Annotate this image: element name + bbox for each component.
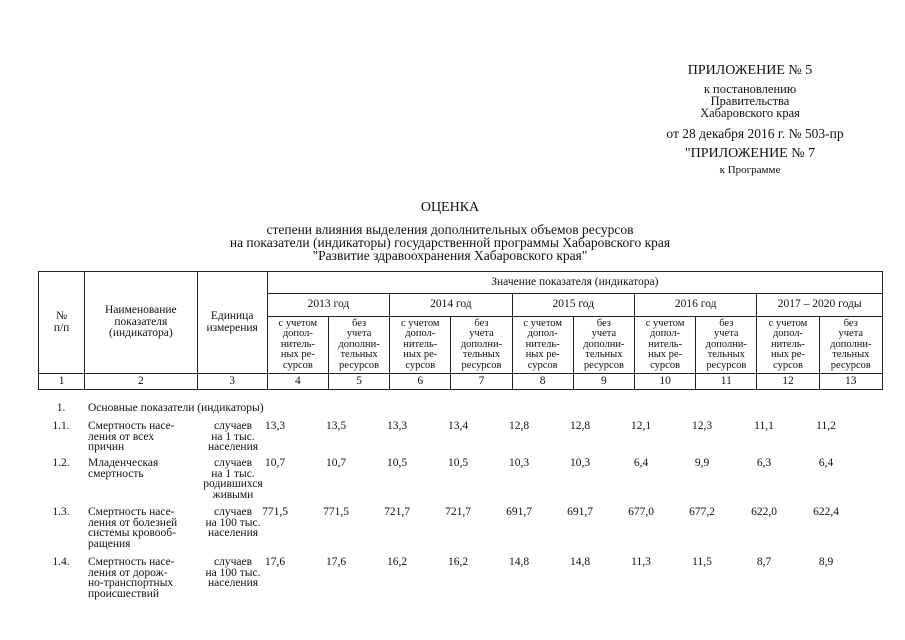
indicator-value: 12,1 [630,420,652,432]
region-text: Хабаровского края [700,106,800,120]
col-header-number: № п/п [39,272,85,374]
indicator-value: 771,5 [323,506,349,518]
sub-header-without-resources-4: без учета дополни- тельных ресурсов [819,317,882,374]
indicator-value: 17,6 [264,556,286,568]
column-number-6: 6 [390,374,451,390]
sub-header-without-resources-0: без учета дополни- тельных ресурсов [328,317,389,374]
indicator-name: Младенческая смертность [88,457,159,480]
section-number: 1. [56,402,66,414]
order-reference: от 28 декабря 2016 г. № 503-пр [666,126,844,141]
indicator-unit: случаев на 100 тыс. населения [205,506,261,540]
to-resolution-text: к постановлению [703,82,797,96]
indicator-table [38,271,883,390]
indicator-value: 10,3 [508,457,530,469]
document-subtitle-line-3: "Развитие здравоохранения Хабаровского края" [312,248,588,263]
indicator-value: 771,5 [262,506,288,518]
indicator-value: 12,3 [691,420,713,432]
indicator-value: 6,4 [633,457,649,469]
indicator-value: 6,3 [756,457,772,469]
col-header-unit: Единица измерения [197,272,267,374]
column-number-12: 12 [757,374,819,390]
indicator-value: 691,7 [506,506,532,518]
sub-header-with-resources-3: с учетом допол- нитель- ных ре- сурсов [634,317,695,374]
indicator-value: 10,5 [386,457,408,469]
indicator-value: 13,5 [325,420,347,432]
indicator-value: 721,7 [445,506,471,518]
column-number-7: 7 [451,374,512,390]
indicator-value: 13,3 [264,420,286,432]
indicator-value: 12,8 [569,420,591,432]
col-header-name: Наименование показателя (индикатора) [85,272,197,374]
indicator-value: 11,1 [754,420,774,432]
indicator-value: 677,2 [689,506,715,518]
to-program-text: к Программе [719,164,781,176]
year-header-4: 2017 – 2020 годы [757,294,883,317]
section-label: Основные показатели (индикаторы) [88,402,264,414]
appendix-title: ПРИЛОЖЕНИЕ № 5 [687,63,813,78]
column-number-8: 8 [512,374,573,390]
indicator-value: 11,2 [816,420,836,432]
row-number: 1.3. [52,506,70,518]
indicator-value: 10,7 [325,457,347,469]
document-subtitle-line-2: на показатели (индикаторы) государственной программы Хабаровского края [229,235,671,250]
year-header-2: 2015 год [512,294,634,317]
indicator-value: 721,7 [384,506,410,518]
sub-header-with-resources-4: с учетом допол- нитель- ных ре- сурсов [757,317,819,374]
sub-header-without-resources-3: без учета дополни- тельных ресурсов [696,317,757,374]
sub-header-with-resources-2: с учетом допол- нитель- ных ре- сурсов [512,317,573,374]
indicator-value: 10,5 [447,457,469,469]
indicator-value: 8,7 [756,556,772,568]
column-number-13: 13 [819,374,882,390]
document-subtitle-line-1: степени влияния выделения дополнительных объемов ресурсов [266,222,634,237]
indicator-name: Смертность насе- ления от болезней системы кровооб- ращения [88,506,178,550]
indicator-name: Смертность насе- ления от дорож- но-транспортных происшествий [88,556,175,600]
year-header-1: 2014 год [390,294,512,317]
indicator-value: 17,6 [325,556,347,568]
column-number-10: 10 [634,374,695,390]
column-number-11: 11 [696,374,757,390]
sub-header-with-resources-0: с учетом допол- нитель- ных ре- сурсов [267,317,328,374]
indicator-value: 12,8 [508,420,530,432]
appendix-7-title: "ПРИЛОЖЕНИЕ № 7 [684,146,816,161]
indicator-value: 11,5 [692,556,712,568]
indicator-unit: случаев на 1 тыс. родившихся живыми [203,457,263,501]
year-header-3: 2016 год [634,294,756,317]
indicator-value: 622,0 [751,506,777,518]
indicator-unit: случаев на 100 тыс. населения [205,556,261,590]
column-number-5: 5 [328,374,389,390]
column-number-3: 3 [197,374,267,390]
column-number-4: 4 [267,374,328,390]
document-title: ОЦЕНКА [420,200,480,215]
year-header-0: 2013 год [267,294,389,317]
indicator-value: 11,3 [631,556,651,568]
indicator-value: 9,9 [694,457,710,469]
col-header-value: Значение показателя (индикатора) [267,272,882,294]
indicator-value: 16,2 [386,556,408,568]
row-number: 1.2. [52,457,70,469]
sub-header-without-resources-2: без учета дополни- тельных ресурсов [573,317,634,374]
indicator-value: 8,9 [818,556,834,568]
indicator-name: Смертность насе- ления от всех причин [88,420,175,454]
indicator-value: 16,2 [447,556,469,568]
indicator-value: 13,3 [386,420,408,432]
column-number-1: 1 [39,374,85,390]
indicator-value: 10,7 [264,457,286,469]
sub-header-with-resources-1: с учетом допол- нитель- ных ре- сурсов [390,317,451,374]
sub-header-without-resources-1: без учета дополни- тельных ресурсов [451,317,512,374]
column-number-9: 9 [573,374,634,390]
indicator-value: 13,4 [447,420,469,432]
row-number: 1.1. [52,420,70,432]
indicator-value: 10,3 [569,457,591,469]
column-number-2: 2 [85,374,197,390]
row-number: 1.4. [52,556,70,568]
indicator-value: 6,4 [818,457,834,469]
indicator-value: 622,4 [813,506,839,518]
indicator-value: 14,8 [508,556,530,568]
indicator-unit: случаев на 1 тыс. населения [207,420,259,454]
indicator-value: 691,7 [567,506,593,518]
indicator-value: 677,0 [628,506,654,518]
government-text: Правительства [710,94,790,108]
indicator-value: 14,8 [569,556,591,568]
